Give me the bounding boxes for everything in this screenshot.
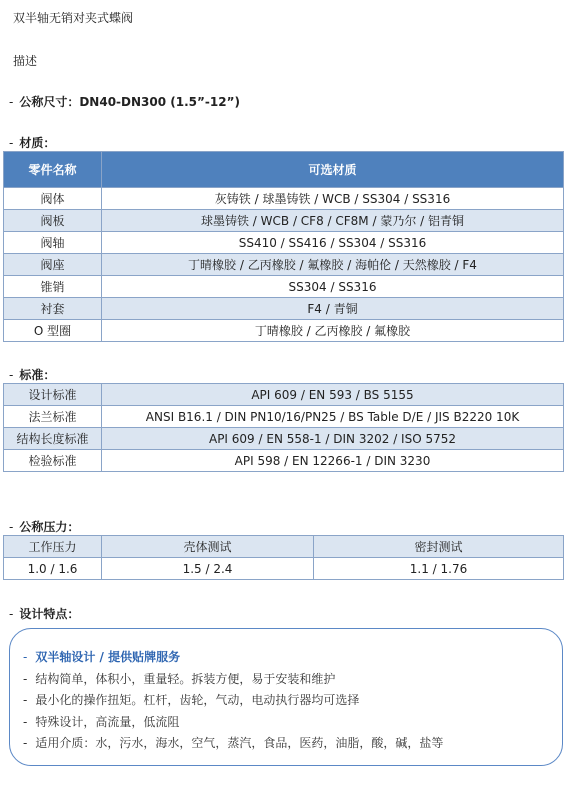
table-row	[4, 384, 564, 406]
features-heading: - 设计特点：	[9, 607, 80, 621]
table-row	[4, 558, 564, 580]
table-row	[4, 232, 564, 254]
table-row	[4, 254, 564, 276]
nominal-size-line: - 公称尺寸：DN40-DN300 (1.5”-12”)	[9, 95, 240, 109]
feature-item: - 最小化的操作扭矩。杠杆，齿轮，气动，电动执行器均可选择	[23, 693, 360, 707]
table-row	[4, 406, 564, 428]
part-name: 阀轴	[4, 232, 102, 254]
page-title: 双半轴无销对夹式蝶阀	[13, 11, 134, 25]
standard-values: API 609 / EN 593 / BS 5155	[102, 384, 564, 406]
part-name: 衬套	[4, 298, 102, 320]
material-options: 灰铸铁 / 球墨铸铁 / WCB / SS304 / SS316	[102, 188, 564, 210]
standard-type: 法兰标准	[4, 406, 102, 428]
pressure-header-seal: 密封测试	[314, 536, 564, 558]
materials-table	[3, 151, 564, 342]
part-name: 阀体	[4, 188, 102, 210]
materials-header-row	[4, 152, 564, 188]
part-name: 阀座	[4, 254, 102, 276]
material-options: 球墨铸铁 / WCB / CF8 / CF8M / 蒙乃尔 / 铝青铜	[102, 210, 564, 232]
material-options: SS304 / SS316	[102, 276, 564, 298]
material-options: 丁晴橡胶 / 乙丙橡胶 / 氟橡胶	[102, 320, 564, 342]
features-box	[9, 628, 563, 766]
table-row	[4, 450, 564, 472]
standard-type: 设计标准	[4, 384, 102, 406]
materials-heading: - 材质：	[9, 136, 56, 150]
pressure-heading: - 公称压力：	[9, 520, 80, 534]
feature-item: - 结构简单，体积小，重量轻。拆装方便，易于安装和维护	[23, 671, 336, 686]
pressure-header-shell: 壳体测试	[102, 536, 314, 558]
feature-item: - 适用介质：水，污水，海水，空气，蒸汽，食品，医药，油脂，酸，碱，盐等	[23, 736, 444, 750]
standard-values: API 598 / EN 12266-1 / DIN 3230	[102, 450, 564, 472]
part-name: 阀板	[4, 210, 102, 232]
table-row	[4, 276, 564, 298]
description-label: 描述	[13, 54, 38, 68]
pressure-header-working: 工作压力	[4, 536, 102, 558]
working-pressure-value: 1.0 / 1.6	[4, 558, 102, 580]
table-row	[4, 188, 564, 210]
standard-type: 检验标准	[4, 450, 102, 472]
table-row	[4, 428, 564, 450]
part-name: O 型圈	[4, 320, 102, 342]
standard-values: API 609 / EN 558-1 / DIN 3202 / ISO 5752	[102, 428, 564, 450]
pressure-table	[3, 535, 564, 580]
table-row	[4, 210, 564, 232]
standard-values: ANSI B16.1 / DIN PN10/16/PN25 / BS Table D/E / JIS B2220 10K	[102, 406, 564, 428]
standard-type: 结构长度标准	[4, 428, 102, 450]
pressure-header-row	[4, 536, 564, 558]
shell-test-value: 1.5 / 2.4	[102, 558, 314, 580]
feature-item: - 双半轴设计 / 提供贴牌服务	[23, 650, 181, 664]
material-options: F4 / 青铜	[102, 298, 564, 320]
standards-table	[3, 383, 564, 472]
table-row	[4, 320, 564, 342]
nominal-size-text: 公称尺寸：DN40-DN300 (1.5”-12”)	[19, 95, 240, 109]
material-options: SS410 / SS416 / SS304 / SS316	[102, 232, 564, 254]
standards-heading: - 标准：	[9, 368, 56, 382]
seal-test-value: 1.1 / 1.76	[314, 558, 564, 580]
materials-header-options: 可选材质	[102, 152, 564, 188]
material-options: 丁晴橡胶 / 乙丙橡胶 / 氟橡胶 / 海帕伦 / 天然橡胶 / F4	[102, 254, 564, 276]
feature-item: - 特殊设计，高流量，低流阻	[23, 714, 180, 729]
part-name: 锥销	[4, 276, 102, 298]
materials-header-part: 零件名称	[4, 152, 102, 188]
table-row	[4, 298, 564, 320]
